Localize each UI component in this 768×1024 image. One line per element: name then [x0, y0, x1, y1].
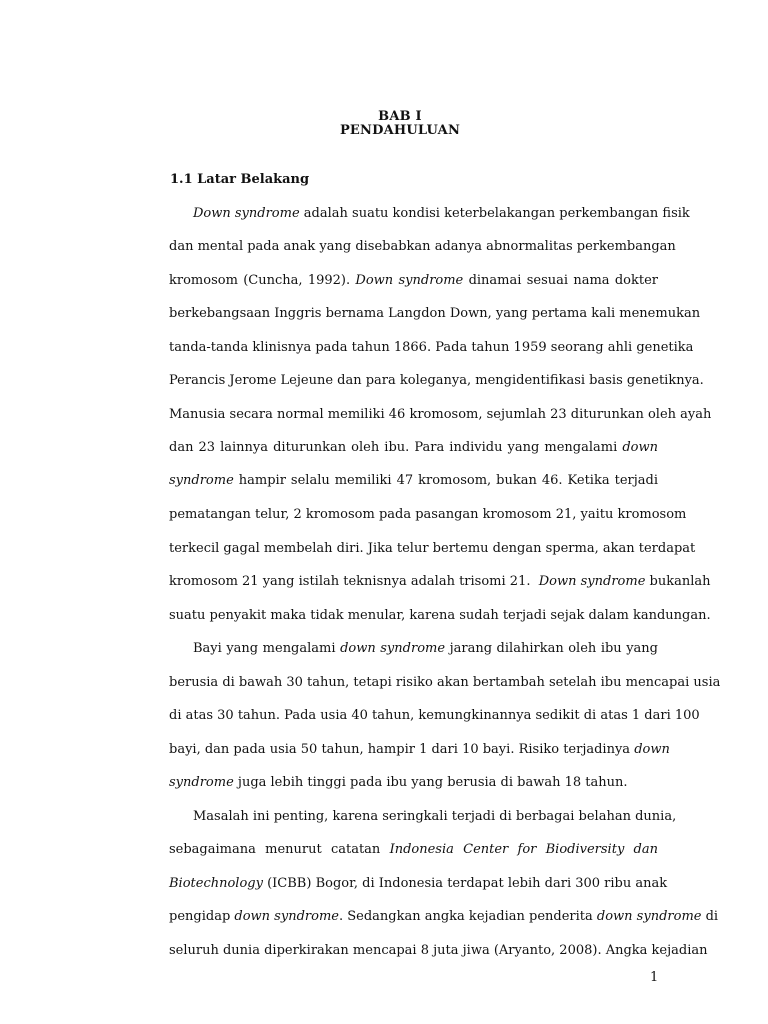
paragraph-line: seluruh dunia diperkirakan mencapai 8 juta jiwa (Aryanto, 2008). Angka kejadian: [169, 943, 708, 958]
paragraph-line: syndrome juga lebih tinggi pada ibu yang berusia di bawah 18 tahun.: [169, 775, 628, 790]
paragraph-line: bayi, dan pada usia 50 tahun, hampir 1 dari 10 bayi. Risiko terjadinya down: [169, 742, 670, 757]
page-number: 1: [650, 970, 659, 985]
paragraph-line: Biotechnology (ICBB) Bogor, di Indonesia terdapat lebih dari 300 ribu anak: [169, 876, 668, 891]
paragraph-line: pengidap down syndrome. Sedangkan angka kejadian penderita down syndrome di: [169, 909, 719, 924]
paragraph-line: di atas 30 tahun. Pada usia 40 tahun, kemungkinannya sedikit di atas 1 dari 100: [169, 708, 700, 723]
paragraph-line: kromosom (Cuncha, 1992). Down syndrome dinamai sesuai nama dokter: [169, 273, 659, 288]
paragraph-line: dan mental pada anak yang disebabkan adanya abnormalitas perkembangan: [169, 239, 676, 254]
paragraph-line: berusia di bawah 30 tahun, tetapi risiko akan bertambah setelah ibu mencapai usia: [169, 675, 721, 690]
paragraph-line: Masalah ini penting, karena seringkali terjadi di berbagai belahan dunia,: [193, 809, 677, 824]
paragraph-line: suatu penyakit maka tidak menular, karena sudah terjadi sejak dalam kandungan.: [169, 608, 711, 623]
paragraph-line: terkecil gagal membelah diri. Jika telur bertemu dengan sperma, akan terdapat: [169, 541, 696, 556]
paragraph-line: kromosom 21 yang istilah teknisnya adalah trisomi 21. Down syndrome bukanlah: [169, 574, 711, 589]
chapter-title: PENDAHULUAN: [339, 123, 461, 138]
paragraph-line: sebagaimana menurut catatan Indonesia Center for Biodiversity dan: [169, 842, 658, 857]
paragraph-line: pematangan telur, 2 kromosom pada pasangan kromosom 21, yaitu kromosom: [169, 507, 687, 522]
paragraph-line: dan 23 lainnya diturunkan oleh ibu. Para individu yang mengalami down: [169, 440, 658, 455]
paragraph-line: syndrome hampir selalu memiliki 47 kromosom, bukan 46. Ketika terjadi: [169, 473, 658, 488]
paragraph-line: Manusia secara normal memiliki 46 kromosom, sejumlah 23 diturunkan oleh ayah: [169, 407, 712, 422]
paragraph-line: tanda-tanda klinisnya pada tahun 1866. Pada tahun 1959 seorang ahli genetika: [169, 340, 694, 355]
section-heading: 1.1 Latar Belakang: [170, 172, 310, 187]
paragraph-line: Down syndrome adalah suatu kondisi keterbelakangan perkembangan fisik: [193, 206, 690, 221]
paragraph-line: Perancis Jerome Lejeune dan para koleganya, mengidentifikasi basis genetiknya.: [169, 373, 704, 388]
paragraph-line: berkebangsaan Inggris bernama Langdon Down, yang pertama kali menemukan: [169, 306, 701, 321]
paragraph-line: Bayi yang mengalami down syndrome jarang dilahirkan oleh ibu yang: [193, 641, 658, 656]
chapter-label: BAB I: [378, 109, 422, 124]
